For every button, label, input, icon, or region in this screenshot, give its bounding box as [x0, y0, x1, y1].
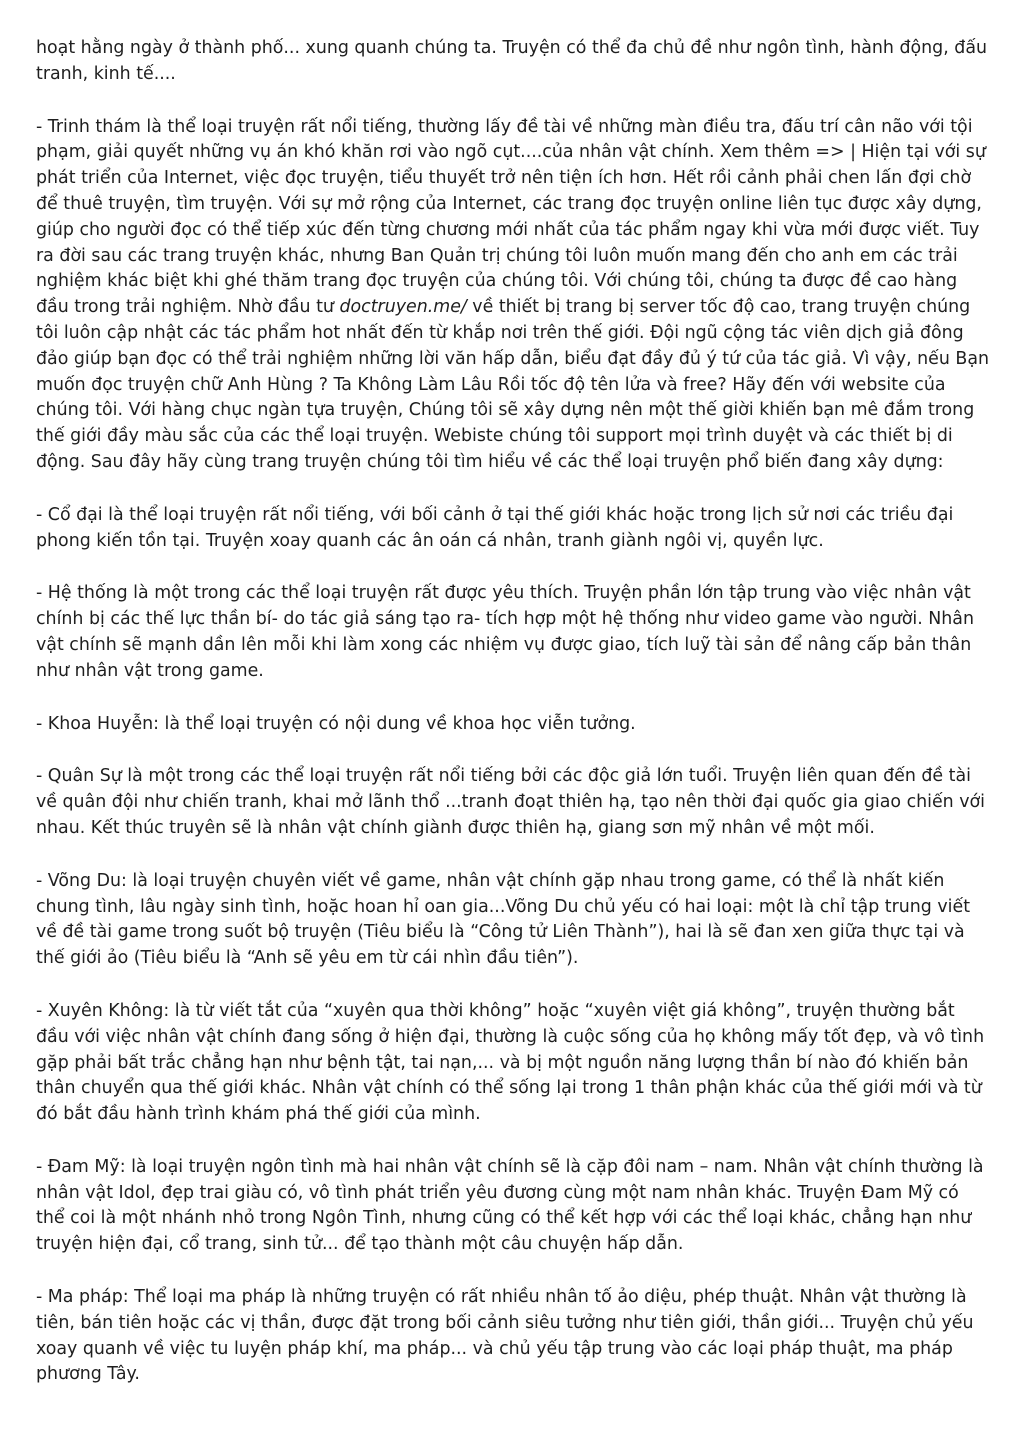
paragraph-intro-continuation: hoạt hằng ngày ở thành phố... xung quanh chúng ta. Truyện có thể đa chủ đề như ngôn tình, hành động, đấu tranh, kinh tế.... [36, 38, 987, 84]
site-link[interactable]: doctruyen.me/ [339, 297, 467, 318]
paragraph-trinh-tham-text-continued: về thiết bị trang bị server tốc độ cao, trang truyện chúng tôi luôn cập nhật các tác phẩm hot nhất đến từ khắp nơi trên thế giới. Đội ngũ cộng tác viên dịch giả đông đảo giúp bạn đọc có thể trải nghiệm những lời văn hấp dẫn, biểu đạt đầy đủ ý tứ của tác giả. Vì vậy, nếu Bạn muốn đọc truyện chữ Anh Hùng ? Ta Không Làm Lâu Rồi tốc độ tên lửa và free? Hãy đến với website của chúng tôi. Với hàng chục ngàn tựa truyện, Chúng tôi sẽ xây dựng nên một thế giời khiến bạn mê đắm trong thế giới đầy màu sắc của các thể loại truyện. Webiste chúng tôi support mọi trình duyệt và các thiết bị di động. Sau đây hãy cùng trang truyện chúng tôi tìm hiểu về các thể loại truyện phổ biến đang xây dựng: [36, 297, 990, 472]
paragraph-trinh-tham-text: - Trinh thám là thể loại truyện rất nổi tiếng, thường lấy đề tài về những màn điều tra, đấu trí cân não với tội phạm, giải quyết những vụ án khó khăn rơi vào ngõ cụt....của nhân vật chính. Xem thêm => | Hiện tại với sự phát triển của Internet, việc đọc truyện, tiểu thuyết trở nên tiện ích hơn. Hết rồi cảnh phải chen lấn đợi chờ để thuê truyện, tìm truyện. Với sự mở rộng của Internet, các trang đọc truyện online liên tục được xây dựng, giúp cho người đọc có thể tiếp xúc đến từng chương mới nhất của tác phẩm ngay khi vừa mới được viết. Tuy ra đời sau các trang truyện khác, nhưng Ban Quản trị chúng tôi luôn muốn mang đến cho anh em các trải nghiệm khác biệt khi ghé thăm trang đọc truyện của chúng tôi. Với chúng tôi, chúng ta được đề cao hàng đầu trong trải nghiệm. Nhờ đầu tư [36, 116, 986, 318]
paragraph-quan-su: - Quân Sự là một trong các thể loại truyện rất nổi tiếng bởi các độc giả lớn tuổi. Truyện liên quan đến đề tài về quân đội như chiến tranh, khai mở lãnh thổ ...tranh đoạt thiên hạ, tạo nên thời đại quốc gia giao chiến với nhau. Kết thúc truyên sẽ là nhân vật chính giành được thiên hạ, giang sơn mỹ nhân về một mối. [36, 766, 985, 838]
paragraph-co-dai: - Cổ đại là thể loại truyện rất nổi tiếng, với bối cảnh ở tại thế giới khác hoặc trong lịch sử nơi các triều đại phong kiến tồn tại. Truyện xoay quanh các ân oán cá nhân, tranh giành ngôi vị, quyền lực. [36, 504, 954, 551]
paragraph-trinh-tham [36, 115, 992, 476]
paragraph-ma-phap: - Ma pháp: Thể loại ma pháp là những truyện có rất nhiều nhân tố ảo diệu, phép thuật. Nhân vật thường là tiên, bán tiên hoặc các vị thần, được đặt trong bối cảnh siêu tưởng như tiên giới, thần giới... Truyện chủ yếu xoay quanh về việc tu luyện pháp khí, ma pháp... và chủ yếu tập trung vào các loại pháp thuật, ma pháp phương Tây. [36, 1287, 974, 1385]
paragraph-khoa-huyen: - Khoa Huyễn: là thể loại truyện có nội dung về khoa học viễn tưởng. [36, 713, 636, 734]
paragraph-xuyen-khong: - Xuyên Không: là từ viết tắt của “xuyên qua thời không” hoặc “xuyên việt giá không”, truyện thường bắt đầu với việc nhân vật chính đang sống ở hiện đại, thường là cuộc sống của họ không mấy tốt đẹp, và vô tình gặp phải bất trắc chẳng hạn như bệnh tật, tai nạn,... và bị một nguồn năng lượng thần bí nào đó khiến bản thân chuyển qua thế giới khác. Nhân vật chính có thể sống lại trong 1 thân phận khác của thế giới mới và từ đó bắt đầu hành trình khám phá thế giới của mình. [36, 1000, 985, 1125]
document-page [36, 36, 992, 1415]
paragraph-vong-du: - Võng Du: là loại truyện chuyên viết về game, nhân vật chính gặp nhau trong game, có thể là nhất kiến chung tình, lâu ngày sinh tình, hoặc hoan hỉ oan gia...Võng Du chủ yếu có hai loại: một là chỉ tập trung viết về đề tài game trong suốt bộ truyện (Tiêu biểu là “Công tử Liên Thành”), hai là sẽ đan xen giữa thực tại và thế giới ảo (Tiêu biểu là “Anh sẽ yêu em từ cái nhìn đầu tiên”). [36, 870, 971, 969]
paragraph-dam-my: - Đam Mỹ: là loại truyện ngôn tình mà hai nhân vật chính sẽ là cặp đôi nam – nam. Nhân vật chính thường là nhân vật Idol, đẹp trai giàu có, vô tình phát triển yêu đương cùng một nam nhân khác. Truyện Đam Mỹ có thể coi là một nhánh nhỏ trong Ngôn Tình, nhưng cũng có thể kết hợp với các thể loại khác, chẳng hạn như truyện hiện đại, cổ trang, sinh tử... để tạo thành một câu chuyện hấp dẫn. [36, 1156, 984, 1255]
paragraph-he-thong: - Hệ thống là một trong các thể loại truyện rất được yêu thích. Truyện phần lớn tập trung vào việc nhân vật chính bị các thế lực thần bí- do tác giả sáng tạo ra- tích hợp một hệ thống như video game vào người. Nhân vật chính sẽ mạnh dần lên mỗi khi làm xong các nhiệm vụ được giao, tích luỹ tài sản để nâng cấp bản thân như nhân vật trong game. [36, 583, 974, 681]
